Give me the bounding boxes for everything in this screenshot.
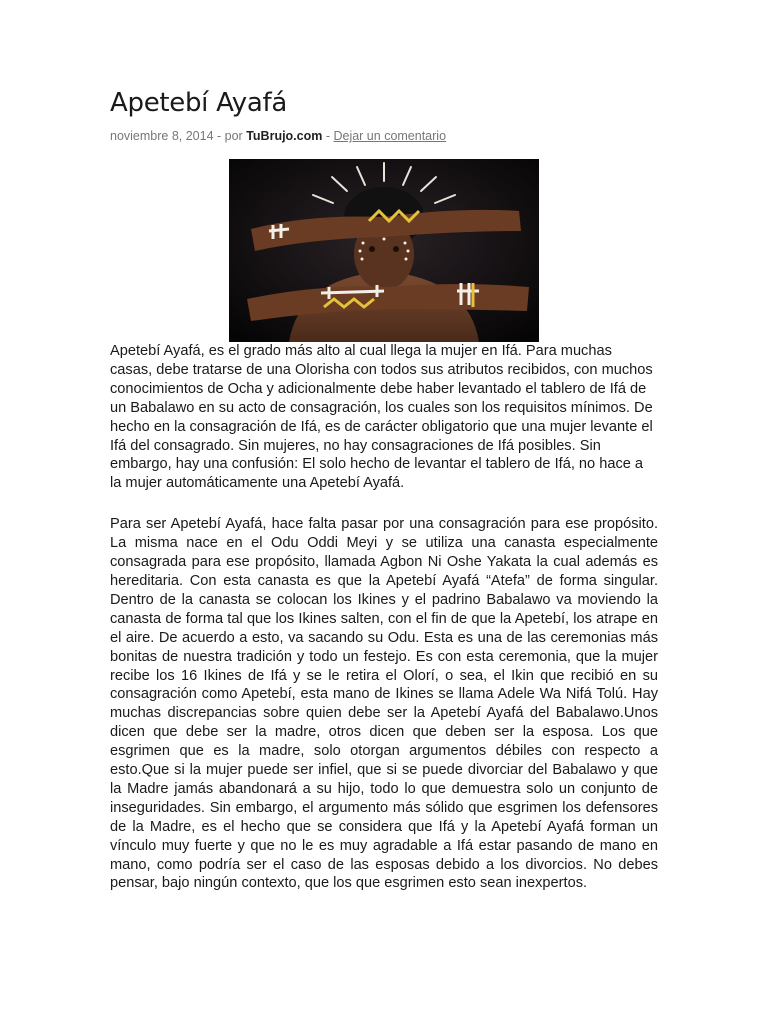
article-paragraph: Para ser Apetebí Ayafá, hace falta pasar por una consagración para ese propósito. La misma nace en el Odu Oddi Meyi y se utiliza una canasta especialmente consagrada para ese propósito, llamada Agbon Ni Oshe Yakata la cual además es hereditaria. Con esta canasta es que la Apetebí Ayafá “Atefa” de forma singular. Dentro de la canasta se colocan los Ikines y el padrino Babalawo va moviendo la canasta de forma tal que los Ikines salten, con el fin de que la Apetebí, los atrape en el aire. De acuerdo a esto, va sacando su Odu. Esta es una de las ceremonias más bonitas de nuestra tradición y todo un festejo. Es con esta ceremonia, que la mujer recibe los 16 Ikines de Ifá y se le retira el Olorí, o sea, el Ikin que recibió en su consagración como Apetebí, esta mano de Ikines se llama Adele Wa Nifá Tolú. Hay muchas discrepancias sobre quien debe ser la Apetebí Ayafá del Babalawo.Unos dicen que debe ser la madre, otros dicen que deben ser la esposa. Los que esgrimen que es la madre, solo otorgan argumentos débiles con respecto a esto.Que si la mujer puede ser infiel, que si se puede divorciar del Babalawo y que la Madre jamás abandonará a su hijo, todo lo que demuestra solo un conjunto de inseguridades. Sin embargo, el argumento más sólido que esgrimen los defensores de la Madre, es el hecho que se considera que Ifá y la Apetebí Ayafá forman un vínculo muy fuerte y que no le es muy agradable a Ifá estar pasando de mano en mano, como podría ser el caso de las esposas debido a los divorcios. No debes pensar, bajo ningún contexto, que los que esgrimen esto sean inexpertos. bbox=[110, 516, 658, 892]
article-meta bbox=[110, 129, 446, 143]
featured-image bbox=[229, 159, 539, 342]
article-body bbox=[110, 342, 658, 893]
post-date: noviembre 8, 2014 bbox=[110, 129, 214, 143]
article-title: Apetebí Ayafá bbox=[110, 88, 287, 118]
leave-comment-link[interactable]: Dejar un comentario bbox=[333, 129, 447, 143]
meta-separator: - por bbox=[213, 129, 247, 143]
author-link[interactable]: TuBrujo.com bbox=[246, 129, 323, 143]
article-paragraph: Apetebí Ayafá, es el grado más alto al cual llega la mujer en Ifá. Para muchas casas, debe tratarse de una Olorisha con todos sus atributos recibidos, con muchos conocimientos de Ocha y adicionalmente debe haber levantado el tablero de Ifá de un Babalawo en su acto de consagración, los cuales son los requisitos mínimos. De hecho en la consagración de Ifá, es de carácter obligatorio que una mujer levante el Ifá del consagrado. Sin mujeres, no hay consagraciones de Ifá posibles. Sin embargo, hay una confusión: El solo hecho de levantar el tablero de Ifá, no hace a la mujer automáticamente una Apetebí Ayafá. bbox=[110, 343, 653, 492]
meta-separator: - bbox=[322, 129, 334, 143]
